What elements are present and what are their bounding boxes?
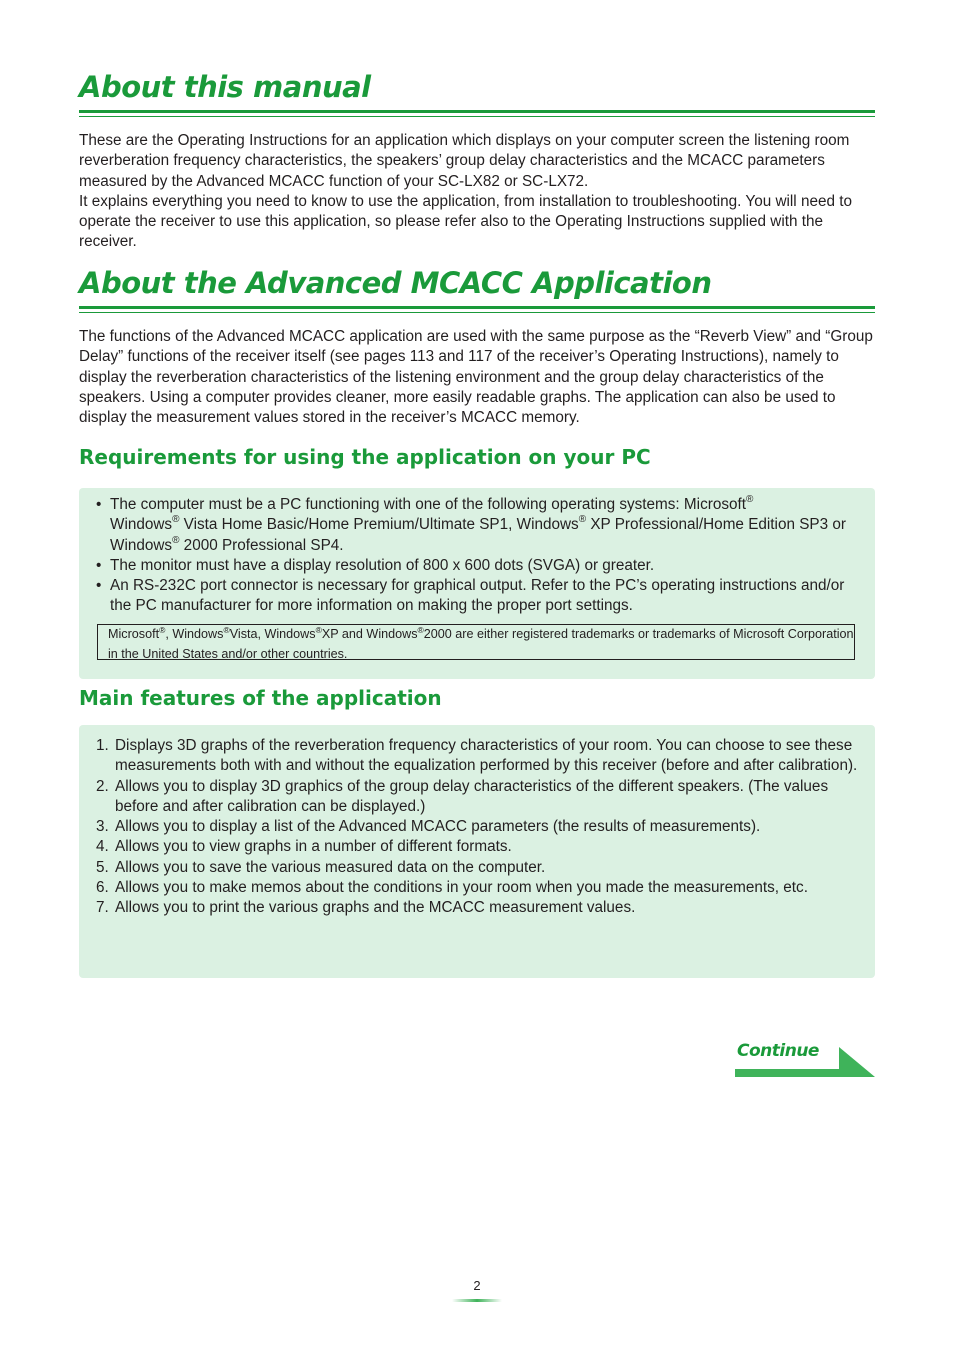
requirements-list	[96, 495, 858, 617]
about-manual-paragraph: These are the Operating Instructions for an application which displays on your computer screen the listening room reverberation frequency characteristics, the speakers’ group delay characteristics and the MCACC parameters measured by the Advanced MCACC function of your SC-LX82 or SC-LX72. It explains everything you need to know to use the application, from installation to troubleshooting. You will need to operate the receiver to use this application, so please refer also to the Operating Instructions supplied with the receiver.	[79, 132, 852, 251]
page-number-underline	[452, 1298, 502, 1304]
list-item: 3. Allows you to display a list of the Advanced MCACC parameters (the results of measurements).	[96, 818, 761, 836]
heading-about-this-manual: About this manual	[79, 70, 371, 104]
continue-arrow-icon[interactable]	[735, 1046, 877, 1078]
list-item: 4. Allows you to view graphs in a number of different formats.	[96, 838, 512, 856]
list-item: 7. Allows you to print the various graphs and the MCACC measurement values.	[96, 899, 636, 917]
list-item: • An RS-232C port connector is necessary for graphical output. Refer to the PC’s operating instructions and/or the PC manufacturer for more information on making the proper port settings.	[96, 576, 858, 617]
features-list	[96, 736, 858, 919]
page-number: 2	[473, 1278, 481, 1293]
list-item: • The monitor must have a display resolution of 800 x 600 dots (SVGA) or greater.	[96, 556, 858, 576]
list-item: 5. Allows you to save the various measured data on the computer.	[96, 858, 546, 876]
heading-requirements: Requirements for using the application on your PC	[79, 445, 651, 469]
heading-rule	[79, 306, 875, 313]
heading-about-application: About the Advanced MCACC Application	[79, 266, 712, 300]
heading-main-features: Main features of the application	[79, 686, 442, 710]
list-item: 1. Displays 3D graphs of the reverberation frequency characteristics of your room. You can choose to see these measurements both with and without the equalization performed by this receiver (before and after calibration).	[96, 737, 858, 775]
continue-label[interactable]: Continue	[737, 1041, 819, 1061]
about-application-paragraph: The functions of the Advanced MCACC application are used with the same purpose as the “Reverb View” and “Group Delay” functions of the receiver itself (see pages 113 and 117 of the receiver’s Operating Instructions), namely to display the reverberation characteristics of the listening environment and the group delay characteristics of the speakers. Using a computer provides cleaner, more easily readable graphs. The application can also be used to display the measurement values stored in the receiver’s MCACC memory.	[79, 328, 873, 427]
list-item: 2. Allows you to display 3D graphics of the group delay characteristics of the different speakers. (The values before and after calibration can be displayed.)	[96, 777, 829, 815]
list-item: • The computer must be a PC functioning with one of the following operating systems: Microsoft® Windows® Vista Home Basic/Home Premium/Ultimate SP1, Windows® XP Professional/Home Edition SP3 or Windows® 2000 Professional SP4.	[96, 495, 858, 556]
list-item: 6. Allows you to make memos about the conditions in your room when you made the measurements, etc.	[96, 879, 808, 897]
heading-rule	[79, 110, 875, 117]
trademark-notice: Microsoft®, Windows®Vista, Windows®XP and Windows®2000 are either registered trademarks or trademarks of Microsoft Corporation in the United States and/or other countries.	[97, 624, 855, 660]
